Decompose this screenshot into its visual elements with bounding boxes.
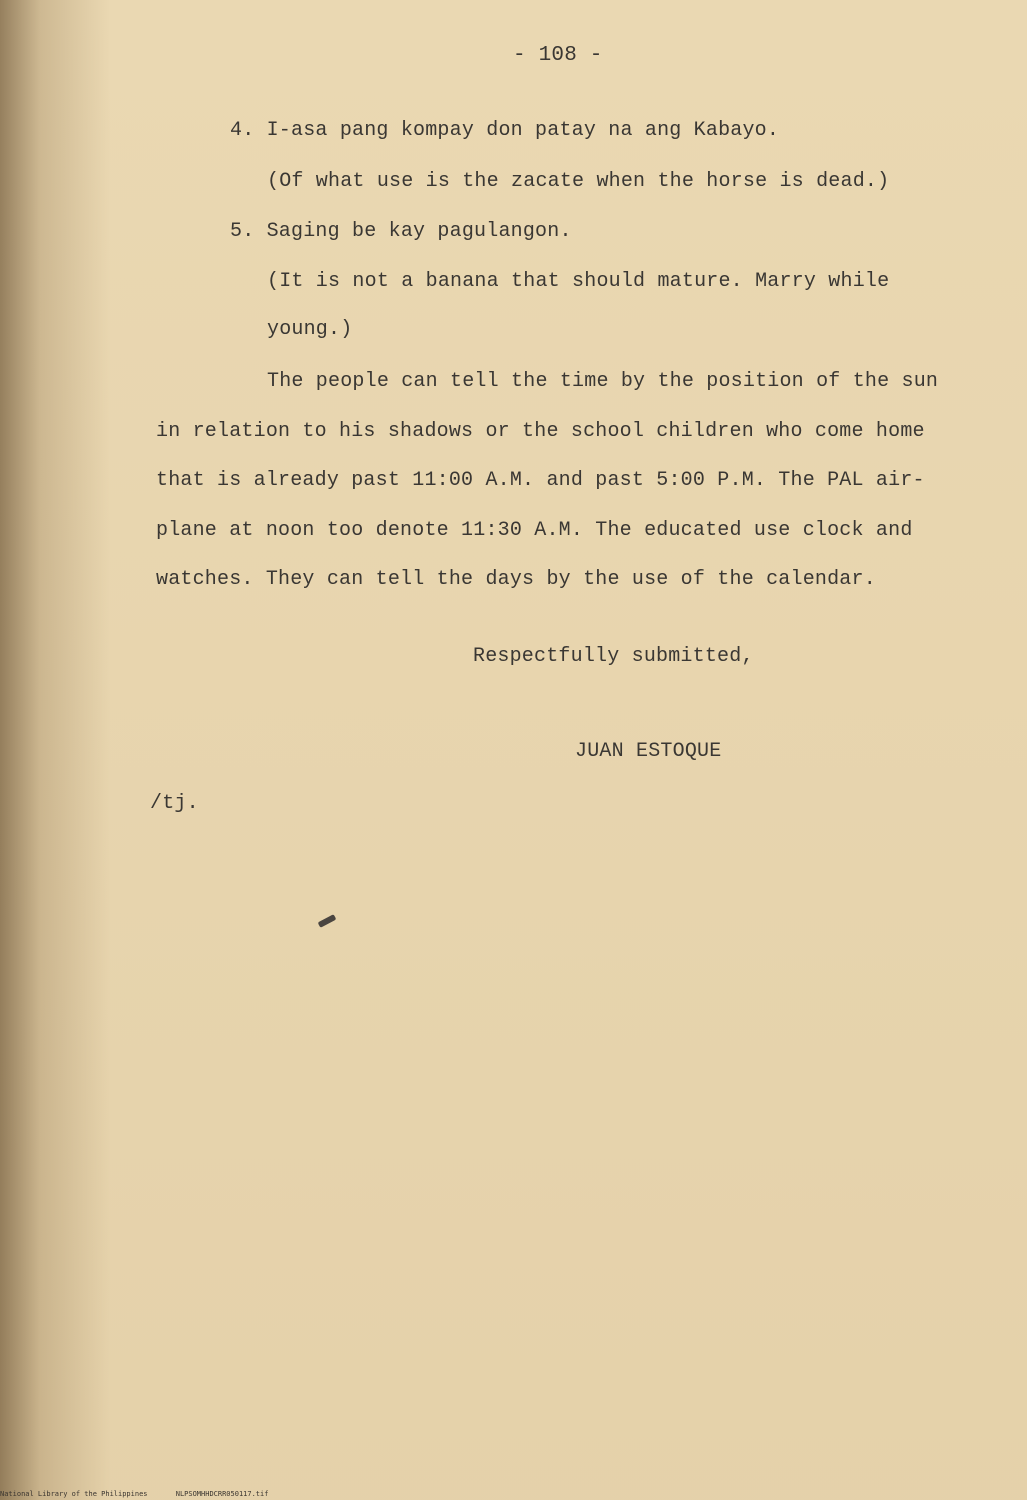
proverb-4 — [230, 119, 779, 142]
scan-footer — [0, 1490, 292, 1498]
proverb-text: I-asa pang kompay don patay na ang Kabayo. — [266, 119, 780, 142]
body-line: that is already past 11:00 A.M. and past 5:00 P.M. The PAL air- — [156, 469, 925, 492]
ink-mark — [318, 914, 337, 928]
closing-phrase: Respectfully submitted, — [473, 645, 754, 668]
body-line: The people can tell the time by the position of the sun — [267, 370, 939, 393]
footer-file: NLPSOMHHDCRR050117.tif — [175, 1490, 269, 1498]
page-number: - 108 - — [513, 44, 603, 67]
body-line: plane at noon too denote 11:30 A.M. The educated use clock and — [156, 519, 913, 542]
proverb-5 — [230, 220, 572, 243]
proverb-5-translation-line-1: (It is not a banana that should mature. Marry while — [267, 270, 890, 293]
proverb-number: 4. — [230, 119, 255, 142]
proverb-text: Saging be kay pagulangon. — [266, 220, 572, 243]
proverb-number: 5. — [230, 220, 255, 243]
proverb-5-translation-line-2: young.) — [267, 318, 353, 341]
footer-library: National Library of the Philippines — [0, 1490, 148, 1498]
body-line: in relation to his shadows or the school children who come home — [156, 420, 925, 443]
signer-name: JUAN ESTOQUE — [575, 740, 722, 763]
typist-initials: /tj. — [150, 792, 199, 815]
body-line: watches. They can tell the days by the use of the calendar. — [156, 568, 876, 591]
proverb-4-translation: (Of what use is the zacate when the horse is dead.) — [267, 170, 890, 193]
